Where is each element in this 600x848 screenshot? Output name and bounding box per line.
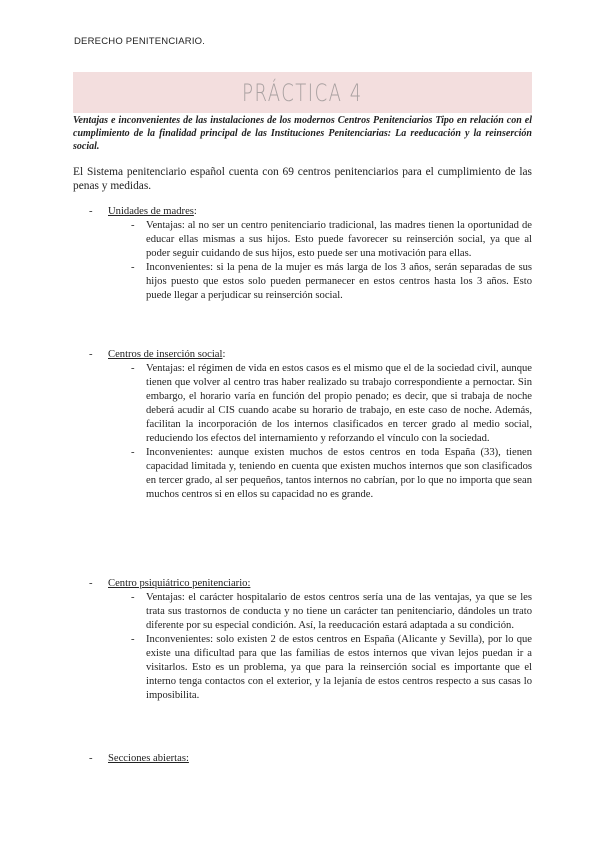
section-heading: - Secciones abiertas: — [89, 753, 189, 764]
list-item-inconvenientes: - Inconvenientes: si la pena de la mujer es más larga de los 3 años, serán separadas de sus hijos puesto que estos solo pueden permanecer en estos centros hasta los 3 años. Esto puede llegar a perjudicar su reinserción social. — [131, 262, 532, 301]
intro-paragraph: El Sistema penitenciario español cuenta con 69 centros penitenciarios para el cumplimiento de las penas y medidas. — [73, 166, 532, 192]
list-item-ventajas: - Ventajas: el régimen de vida en estos casos es el mismo que el de la sociedad civil, aunque tienen que volver al centro tras haber realizado su trabajo correspondiente a pernoctar. Sin embargo, el horario varía en función del propio penado; es decir, que si trabaja de noche deberá acudir al CIS cuando acabe su horario de trabajo, en este caso de noche. Además, facilitan la incorporación de los internos clasificados en tercer grado al medio social, reduciendo los efectos del internamiento y reforzando el vínculo con la sociedad. — [131, 363, 532, 444]
section-label-suffix: : — [222, 349, 226, 360]
section-unidades-de-madres — [73, 205, 532, 303]
section-heading: - Centro psiquiátrico penitenciario: — [89, 578, 251, 589]
section-heading: - Unidades de madres: — [89, 206, 197, 217]
section-label: Unidades de madres — [108, 206, 194, 217]
list-item-text: Ventajas: al no ser un centro penitenciario tradicional, las madres tienen la oportunidad de educar ellas mismas a sus hijos. Esto puede favorecer su reinserción social, ya que al poder seguir cuidando de sus hijos, esto puede ser una motivación para ellas. — [146, 220, 532, 259]
section-centro-psiquiatrico — [73, 577, 532, 703]
subtitle: Ventajas e inconvenientes de las instalaciones de los modernos Centros Penitenciarios Tipo en relación con el cumplimiento de la finalidad principal de las Instituciones Penitenciarias: La reeducación y la reinserción social. — [73, 115, 532, 152]
list-item-text: Inconvenientes: si la pena de la mujer es más larga de los 3 años, serán separadas de sus hijos puesto que estos solo pueden permanecer en estos centros hasta los 3 años. Esto puede llegar a perjudicar su reinserción social. — [146, 262, 532, 301]
section-heading: - Centros de inserción social: — [89, 349, 226, 360]
list-item-text: Ventajas: el carácter hospitalario de estos centros sería una de las ventajas, ya que se les trata sus trastornos de conducta y no tiene un carácter tan penitenciario, dándoles un trato diferente por su especial condición. Así, la reeducación estará adaptada a su condición. — [146, 592, 532, 631]
section-secciones-abiertas — [73, 752, 532, 766]
list-item-ventajas: - Ventajas: al no ser un centro penitenciario tradicional, las madres tienen la oportunidad de educar ellas mismas a sus hijos. Esto puede favorecer su reinserción social, ya que al poder seguir cuidando de sus hijos, esto puede ser una motivación para ellas. — [131, 220, 532, 259]
list-item-text: Inconvenientes: aunque existen muchos de estos centros en toda España (33), tienen capacidad limitada y, teniendo en cuenta que existen muchos internos que son clasificados en tercer grado, al ser pequeños, tantos internos no cabrían, por lo que no importa que sean muchos centros si en ellos su capacidad no es grande. — [146, 447, 532, 500]
list-item-text: Inconvenientes: solo existen 2 de estos centros en España (Alicante y Sevilla), por lo que existe una dificultad para que las familias de estos internos que vivan lejos puedan ir a visitarlos. Esto es un problema, ya que para la reinserción social es importante que el interno tenga contactos con el exterior, y la lejanía de estos centros respecto a sus casas lo imposibilita. — [146, 634, 532, 701]
list-item-inconvenientes: - Inconvenientes: solo existen 2 de estos centros en España (Alicante y Sevilla), por lo que existe una dificultad para que las familias de estos internos que vivan lejos puedan ir a visitarlos. Esto es un problema, ya que para la reinserción social es importante que el interno tenga contactos con el exterior, y la lejanía de estos centros respecto a sus casas lo imposibilita. — [131, 634, 532, 701]
list-item-text: Ventajas: el régimen de vida en estos casos es el mismo que el de la sociedad civil, aunque tienen que volver al centro tras haber realizado su trabajo correspondiente a pernoctar. Sin embargo, el horario varía en función del propio penado; es decir, que si trabaja de noche deberá acudir al CIS cuando acabe su horario de trabajo, en este caso de noche. Además, facilitan la incorporación de los internos clasificados en tercer grado al medio social, reduciendo los efectos del internamiento y reforzando el vínculo con la sociedad. — [146, 363, 532, 444]
page-title: PRÁCTICA 4 — [242, 78, 363, 107]
section-label: Centro psiquiátrico penitenciario: — [108, 578, 251, 589]
section-centros-de-insercion-social — [73, 348, 532, 502]
section-label: Secciones abiertas: — [108, 753, 189, 764]
section-label: Centros de inserción social — [108, 349, 223, 360]
document-header: DERECHO PENITENCIARIO. — [74, 36, 206, 47]
title-banner — [73, 72, 532, 113]
section-label-suffix: : — [193, 206, 197, 217]
list-item-inconvenientes: - Inconvenientes: aunque existen muchos de estos centros en toda España (33), tienen capacidad limitada y, teniendo en cuenta que existen muchos internos que son clasificados en tercer grado, al ser pequeños, tantos internos no cabrían, por lo que no importa que sean muchos centros si en ellos su capacidad no es grande. — [131, 447, 532, 500]
list-item-ventajas: - Ventajas: el carácter hospitalario de estos centros sería una de las ventajas, ya que se les trata sus trastornos de conducta y no tiene un carácter tan penitenciario, dándoles un trato diferente por su especial condición. Así, la reeducación estará adaptada a su condición. — [131, 592, 532, 631]
